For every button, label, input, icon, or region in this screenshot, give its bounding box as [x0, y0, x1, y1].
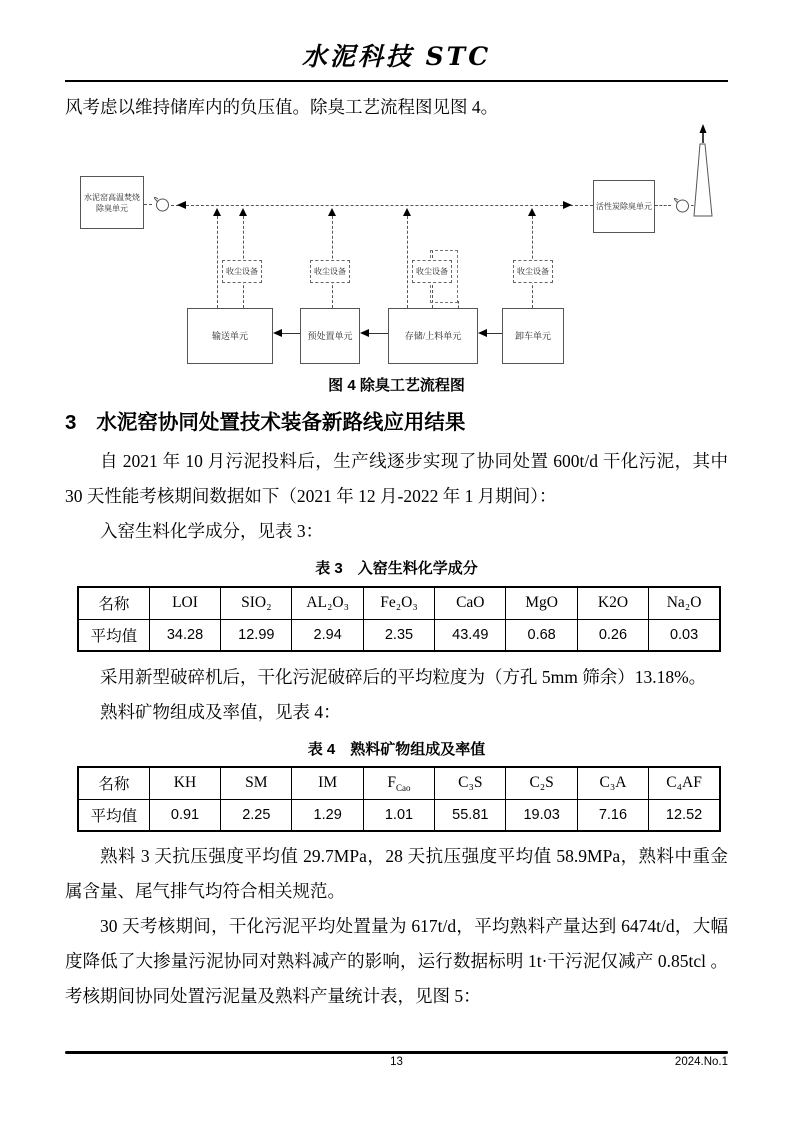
table-header-cell: C₄AF [649, 767, 720, 799]
table-cell: 12.52 [649, 799, 720, 831]
table3-caption: 表 3 入窑生料化学成分 [315, 560, 478, 577]
dust-collector-box [412, 260, 452, 283]
section-number: 3 [65, 411, 77, 434]
unit-box-label: 存储/上料单元 [404, 330, 462, 341]
table-header-cell: LOI [149, 587, 220, 619]
duct-arrow-left [177, 201, 186, 209]
flow-arrow [360, 329, 369, 337]
intro-paragraph: 风考虑以维持储库内的负压值。除臭工艺流程图见图 4。 [65, 97, 499, 117]
table-cell: 7.16 [577, 799, 648, 831]
table-header-cell: 名称 [78, 587, 149, 619]
unit-box-conveying [187, 308, 273, 364]
table-header-cell: KH [149, 767, 220, 799]
unit-box-label: 输送单元 [211, 330, 248, 341]
table-header-cell: MgO [506, 587, 577, 619]
table-header-cell: 名称 [78, 767, 149, 799]
unit-box-unloading [502, 308, 564, 364]
table-header-cell: C₃A [577, 767, 648, 799]
unit-box-pretreatment [300, 308, 360, 364]
dust-collector-label: 收尘设备 [226, 267, 258, 276]
dust-collector-label: 收尘设备 [314, 267, 346, 276]
duct-line [171, 205, 593, 206]
table-3 [77, 586, 721, 652]
table-cell: 2.25 [221, 799, 292, 831]
unit-box-kiln-deodorize [80, 176, 144, 229]
table-header-cell: Fe₂O₃ [363, 587, 434, 619]
table-cell: 2.94 [292, 619, 363, 651]
table-cell: 平均值 [78, 619, 149, 651]
chimney-icon [693, 143, 713, 217]
table-header-cell: SM [221, 767, 292, 799]
paragraph: 采用新型破碎机后，干化污泥破碎后的平均粒度为（方孔 5mm 筛余）13.18%。 [100, 667, 707, 687]
journal-title: 水泥科技 STC [301, 42, 492, 71]
table-cell: 43.49 [435, 619, 506, 651]
table-header-cell: C₂S [506, 767, 577, 799]
table-cell: 0.68 [506, 619, 577, 651]
table-row [78, 619, 720, 651]
unit-box-label: 卸车单元 [514, 330, 551, 341]
table-row [78, 799, 720, 831]
chimney-exhaust-arrow [697, 124, 709, 143]
riser-line [407, 211, 408, 308]
unit-box-label: 水泥窑高温焚烧除臭单元 [84, 192, 140, 213]
table-cell: 19.03 [506, 799, 577, 831]
flow-line [369, 333, 388, 334]
issue-number: 2024.No.1 [674, 1056, 728, 1068]
flow-arrow [273, 329, 282, 337]
paragraph: 熟料 3 天抗压强度平均值 29.7MPa，28 天抗压强度平均值 58.9MPa，熟料中重金属含量、尾气排气均符合相关规范。 [65, 846, 728, 901]
unit-box-storage-feeding [388, 308, 478, 364]
riser-line [217, 211, 218, 308]
riser-arrow [328, 208, 336, 216]
flow-arrow [478, 329, 487, 337]
table-header-cell: IM [292, 767, 363, 799]
flow-line [487, 333, 502, 334]
table-cell: 12.99 [221, 619, 292, 651]
table-cell: 34.28 [149, 619, 220, 651]
page-number: 13 [390, 1056, 403, 1068]
table-cell: 0.26 [577, 619, 648, 651]
table-header-cell: K2O [577, 587, 648, 619]
paragraph: 自 2021 年 10 月污泥投料后，生产线逐步实现了协同处置 600t/d 干化污泥，其中 30 天性能考核期间数据如下（2021 年 12 月-2022 年 1 月期间）： [65, 451, 728, 506]
dust-collector-box [513, 260, 553, 283]
table-header-row [78, 587, 720, 619]
riser-arrow [528, 208, 536, 216]
table-cell: 0.91 [149, 799, 220, 831]
unit-box-label: 预处置单元 [307, 330, 353, 341]
flow-line [282, 333, 300, 334]
riser-arrow [239, 208, 247, 216]
table-header-cell: C₃S [435, 767, 506, 799]
table-header-cell: AL₂O₃ [292, 587, 363, 619]
table-cell: 55.81 [435, 799, 506, 831]
connector-line [655, 205, 671, 206]
journal-header [65, 36, 728, 82]
table-header-row [78, 767, 720, 799]
table-header-cell: $F_{Cao}$ [363, 767, 434, 799]
table-header-cell: CaO [435, 587, 506, 619]
dust-collector-label: 收尘设备 [416, 267, 448, 276]
table-cell: 0.03 [649, 619, 720, 651]
figure4-caption: 图 4 除臭工艺流程图 [328, 377, 465, 394]
riser-arrow [213, 208, 221, 216]
paragraph: 30 天考核期间，干化污泥平均处置量为 617t/d，平均熟料产量达到 6474t/d，大幅度降低了大掺量污泥协同对熟料减产的影响，运行数据标明 1t·干污泥仅减产 0.85tcl 。考核期间协同处置污泥量及熟料产量统计表，见图 5： [65, 916, 728, 1006]
table-4 [77, 766, 721, 832]
unit-box-label: 活性炭除臭单元 [596, 202, 652, 211]
duct-arrow-right [563, 201, 572, 209]
table-header-cell: SIO₂ [221, 587, 292, 619]
dust-collector-box [310, 260, 350, 283]
table-cell: 2.35 [363, 619, 434, 651]
paragraph: 入窑生料化学成分，见表 3： [100, 521, 324, 541]
table-cell: 平均值 [78, 799, 149, 831]
table-cell: 1.01 [363, 799, 434, 831]
section-heading [65, 408, 728, 438]
riser-line [458, 301, 459, 308]
dust-collector-label: 收尘设备 [517, 267, 549, 276]
table4-caption: 表 4 熟料矿物组成及率值 [307, 741, 486, 758]
figure4-diagram [65, 124, 728, 374]
paragraph: 熟料矿物组成及率值，见表 4： [100, 702, 341, 722]
fan-icon [151, 195, 171, 213]
table-header-cell: Na₂O [649, 587, 720, 619]
riser-arrow [403, 208, 411, 216]
unit-box-activated-carbon [593, 180, 655, 233]
dust-collector-box [222, 260, 262, 283]
fan-icon [671, 196, 691, 214]
section-title: 水泥窑协同处置技术装备新路线应用结果 [96, 411, 466, 434]
footer-rule [65, 1051, 728, 1054]
table-cell: 1.29 [292, 799, 363, 831]
